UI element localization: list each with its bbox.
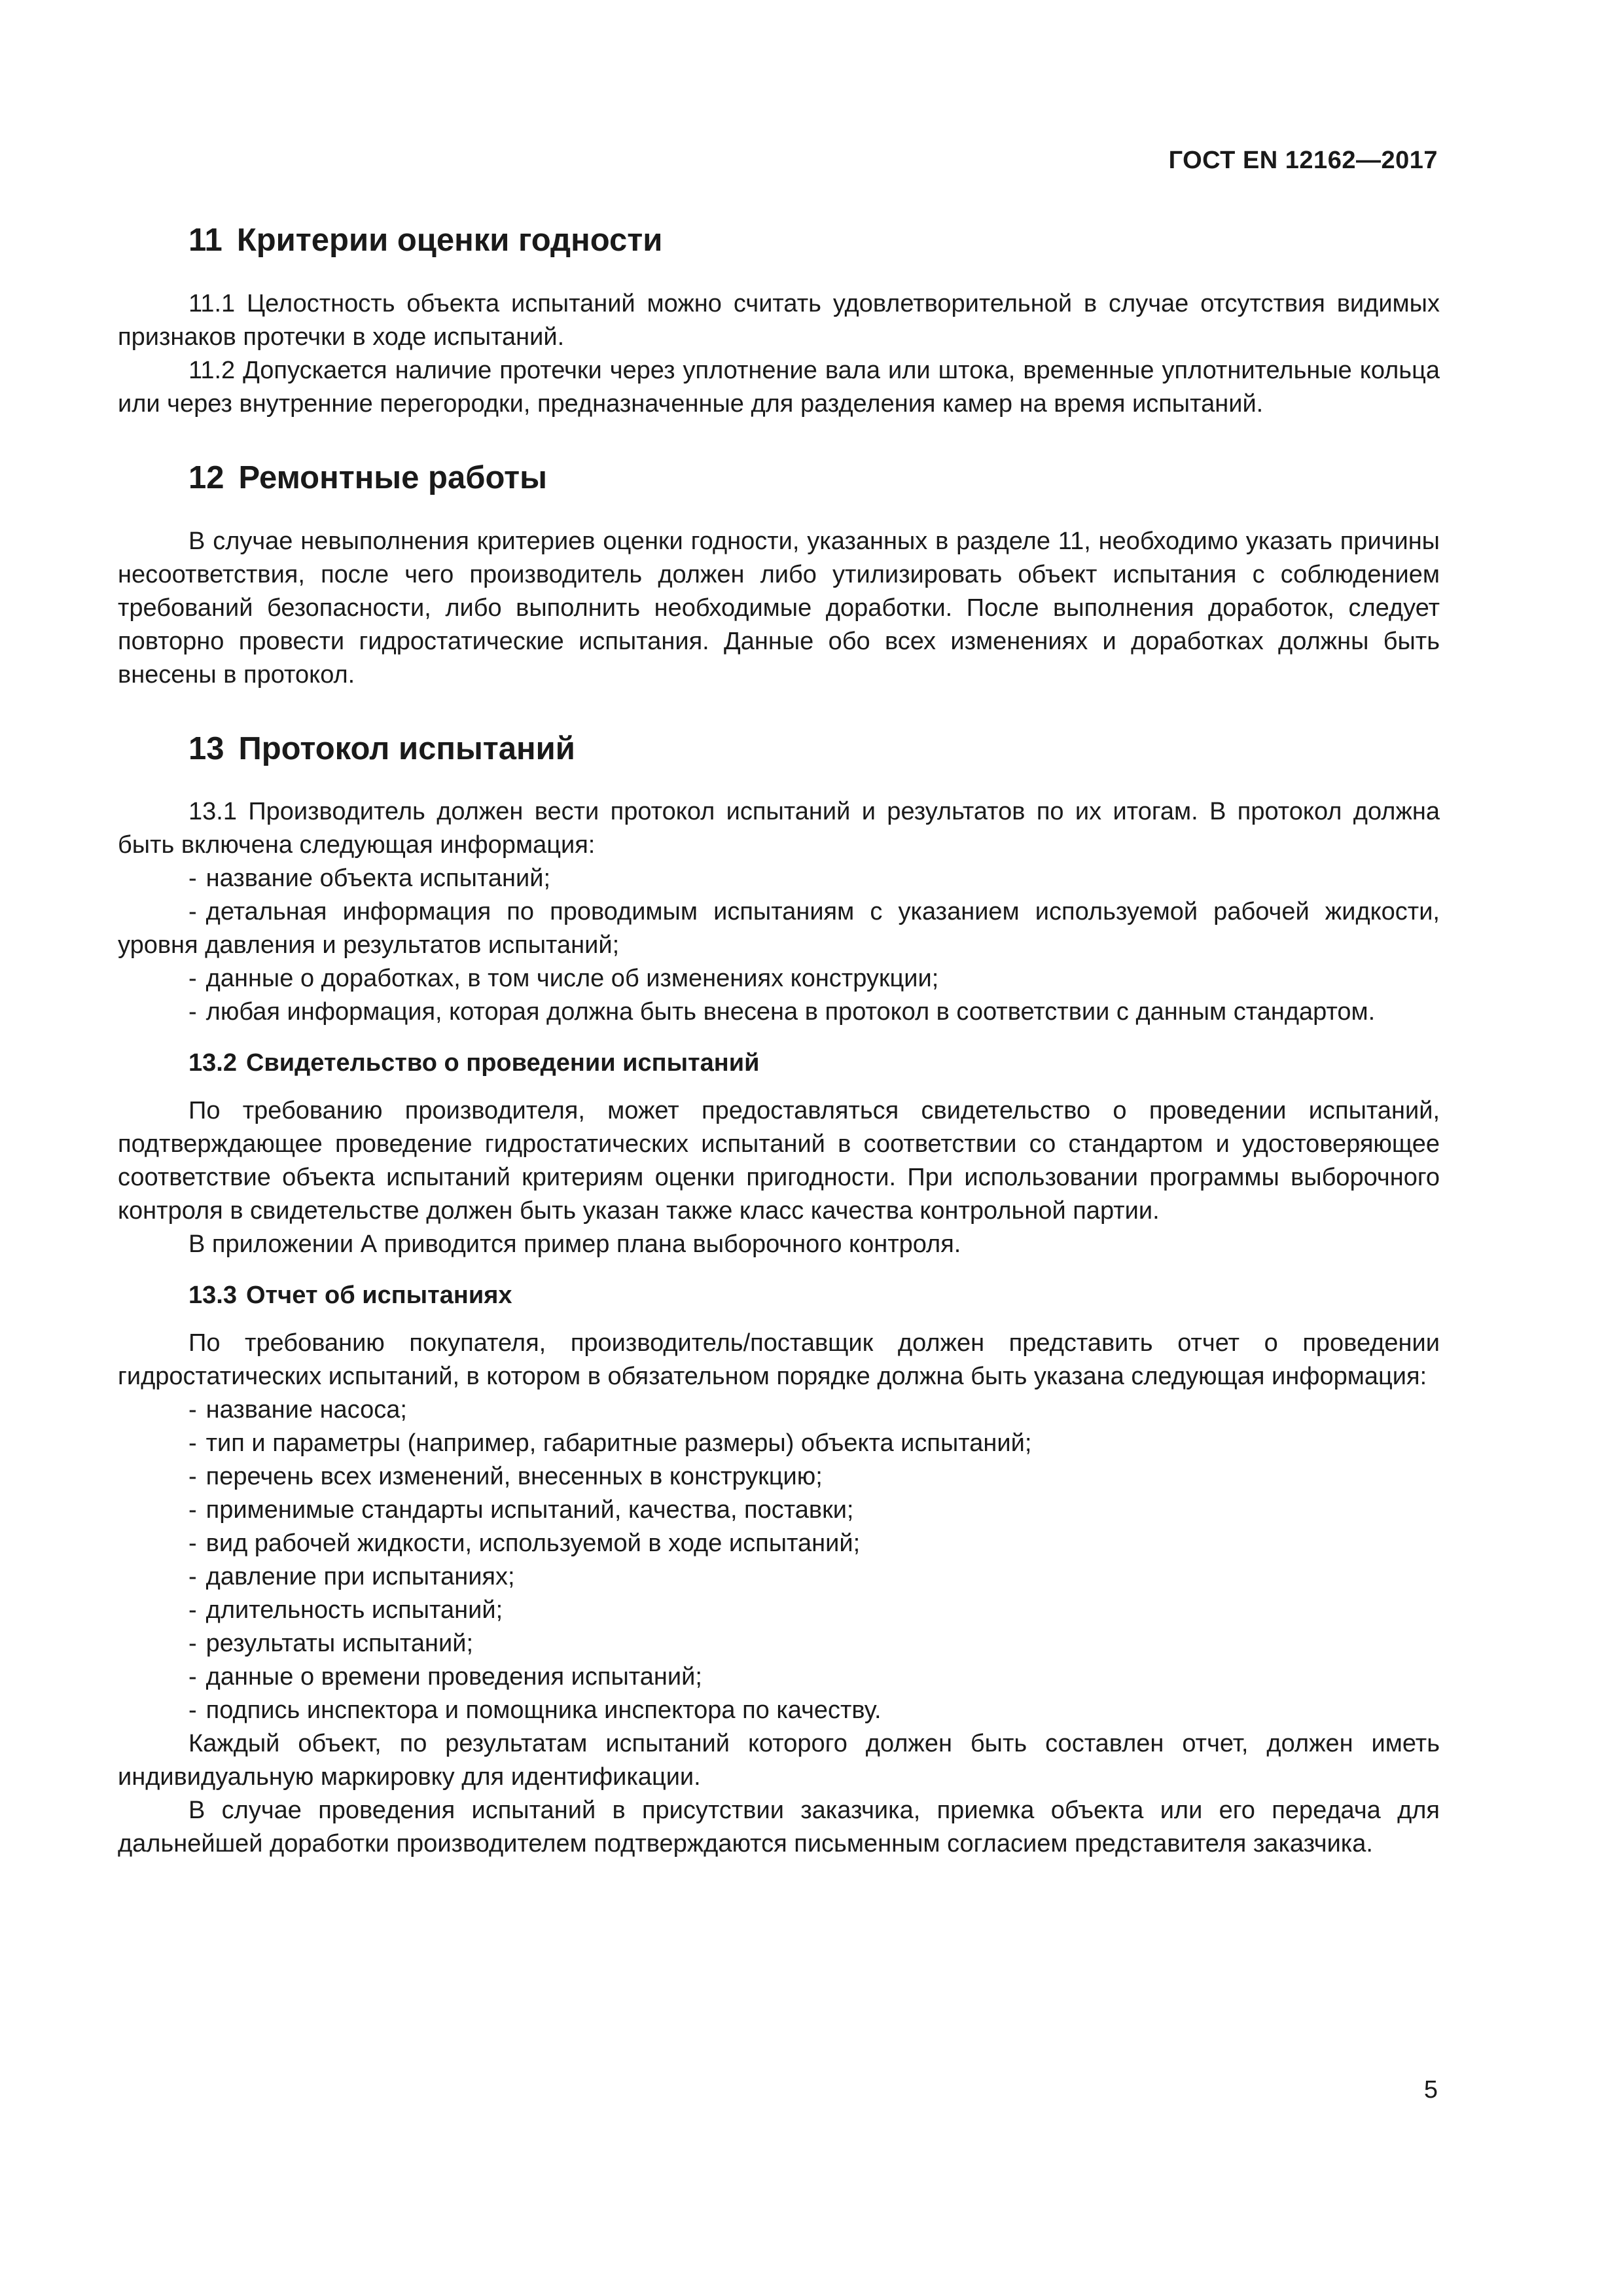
list-item: - название объекта испытаний;: [188, 865, 551, 893]
list-marker: -: [188, 1462, 197, 1490]
list-marker: -: [188, 1395, 197, 1424]
paragraph-13-3-1: По требованию покупателя, производитель/поставщик должен представить отчет о проведении гидростатических испытаний, в котором в обязательном порядке должна быть указана следующая информация:: [118, 1329, 1440, 1390]
section-title: Критерии оценки годности: [236, 223, 663, 258]
list-marker: -: [188, 865, 197, 893]
list-item: - вид рабочей жидкости, используемой в ходе испытаний;: [188, 1529, 861, 1557]
list-item: - тип и параметры (например, габаритные размеры) объекта испытаний;: [188, 1429, 1032, 1457]
section-title: Протокол испытаний: [238, 730, 575, 766]
list-item: - подпись инспектора и помощника инспектора по качеству.: [188, 1696, 882, 1724]
paragraph-13-3-2: Каждый объект, по результатам испытаний которого должен быть составлен отчет, должен иметь индивидуальную маркировку для идентификации.: [118, 1729, 1440, 1791]
list-marker: -: [188, 1662, 197, 1691]
paragraph-13-1: 13.1 Производитель должен вести протокол испытаний и результатов по их итогам. В протокол должна быть включена следующая информация:: [118, 798, 1440, 859]
standard-designation: ГОСТ EN 12162—2017: [1168, 147, 1438, 174]
list-marker: -: [188, 965, 197, 993]
paragraph-11-1: 11.1 Целостность объекта испытаний можно считать удовлетворительной в случае отсутствия видимых признаков протечки в ходе испытаний.: [118, 289, 1440, 351]
section-number: 12: [188, 459, 224, 495]
section-title: Ремонтные работы: [238, 459, 548, 495]
subsection-13-3-heading: [118, 1281, 1440, 1311]
report-info-list: [118, 1393, 1440, 1727]
list-item: - давление при испытаниях;: [188, 1562, 515, 1590]
protocol-info-list: [118, 862, 1440, 1029]
section-13-heading: [118, 730, 1440, 768]
page-content: [118, 221, 1440, 1861]
list-marker: -: [188, 1696, 197, 1724]
paragraph-13-3-3: В случае проведения испытаний в присутствии заказчика, приемка объекта или его передача для дальнейшей доработки производителем подтверждаются письменным согласием представителя заказчика.: [118, 1796, 1440, 1857]
list-marker: -: [188, 1496, 197, 1524]
list-marker: -: [188, 1596, 197, 1624]
list-item: - длительность испытаний;: [188, 1596, 503, 1624]
list-item: - любая информация, которая должна быть внесена в протокол в соответствии с данным стандартом.: [188, 998, 1376, 1026]
list-marker: -: [188, 998, 197, 1026]
list-item: - данные о времени проведения испытаний;: [188, 1662, 702, 1691]
subsection-number: 13.2: [188, 1049, 237, 1077]
list-item: - данные о доработках, в том числе об изменениях конструкции;: [188, 965, 939, 993]
list-item: - применимые стандарты испытаний, качества, поставки;: [188, 1496, 854, 1524]
list-marker: -: [188, 1529, 197, 1557]
subsection-number: 13.3: [188, 1281, 237, 1309]
paragraph-13-2-2: В приложении А приводится пример плана выборочного контроля.: [188, 1230, 961, 1258]
list-item: - результаты испытаний;: [188, 1629, 474, 1657]
list-marker: -: [188, 1429, 197, 1457]
paragraph-11-2: 11.2 Допускается наличие протечки через уплотнение вала или штока, временные уплотнительные кольца или через внутренние перегородки, предназначенные для разделения камер на время испытаний.: [118, 356, 1440, 418]
list-item: - перечень всех изменений, внесенных в конструкцию;: [188, 1462, 823, 1490]
subsection-title: Свидетельство о проведении испытаний: [245, 1049, 760, 1077]
list-marker: -: [188, 1562, 197, 1590]
section-12-heading: [118, 459, 1440, 497]
list-item: - название насоса;: [188, 1395, 407, 1424]
list-marker: -: [188, 898, 197, 926]
section-number: 13: [188, 730, 224, 766]
subsection-13-2-heading: [118, 1049, 1440, 1079]
subsection-title: Отчет об испытаниях: [245, 1281, 512, 1309]
section-number: 11: [188, 223, 223, 258]
section-11-heading: [118, 221, 1440, 260]
list-item: - детальная информация по проводимым испытаниям с указанием используемой рабочей жидкости, уровня давления и результатов испытаний;: [118, 898, 1440, 960]
page-number: 5: [1423, 2076, 1438, 2104]
paragraph-13-2-1: По требованию производителя, может предоставляться свидетельство о проведении испытаний, подтверждающее проведение гидростатических испытаний в соответствии со стандартом и удостоверяющее соответствие объекта испытаний критериям оценки пригодности. При использовании программы выборочного контроля в свидетельстве должен быть указан также класс качества контрольной партии.: [118, 1096, 1440, 1225]
paragraph-12: В случае невыполнения критериев оценки годности, указанных в разделе 11, необходимо указать причины несоответствия, после чего производитель должен либо утилизировать объект испытания с соблюдением требований безопасности, либо выполнить необходимые доработки. После выполнения доработок, следует повторно провести гидростатические испытания. Данные обо всех изменениях и доработках должны быть внесены в протокол.: [118, 527, 1440, 689]
list-marker: -: [188, 1629, 197, 1657]
